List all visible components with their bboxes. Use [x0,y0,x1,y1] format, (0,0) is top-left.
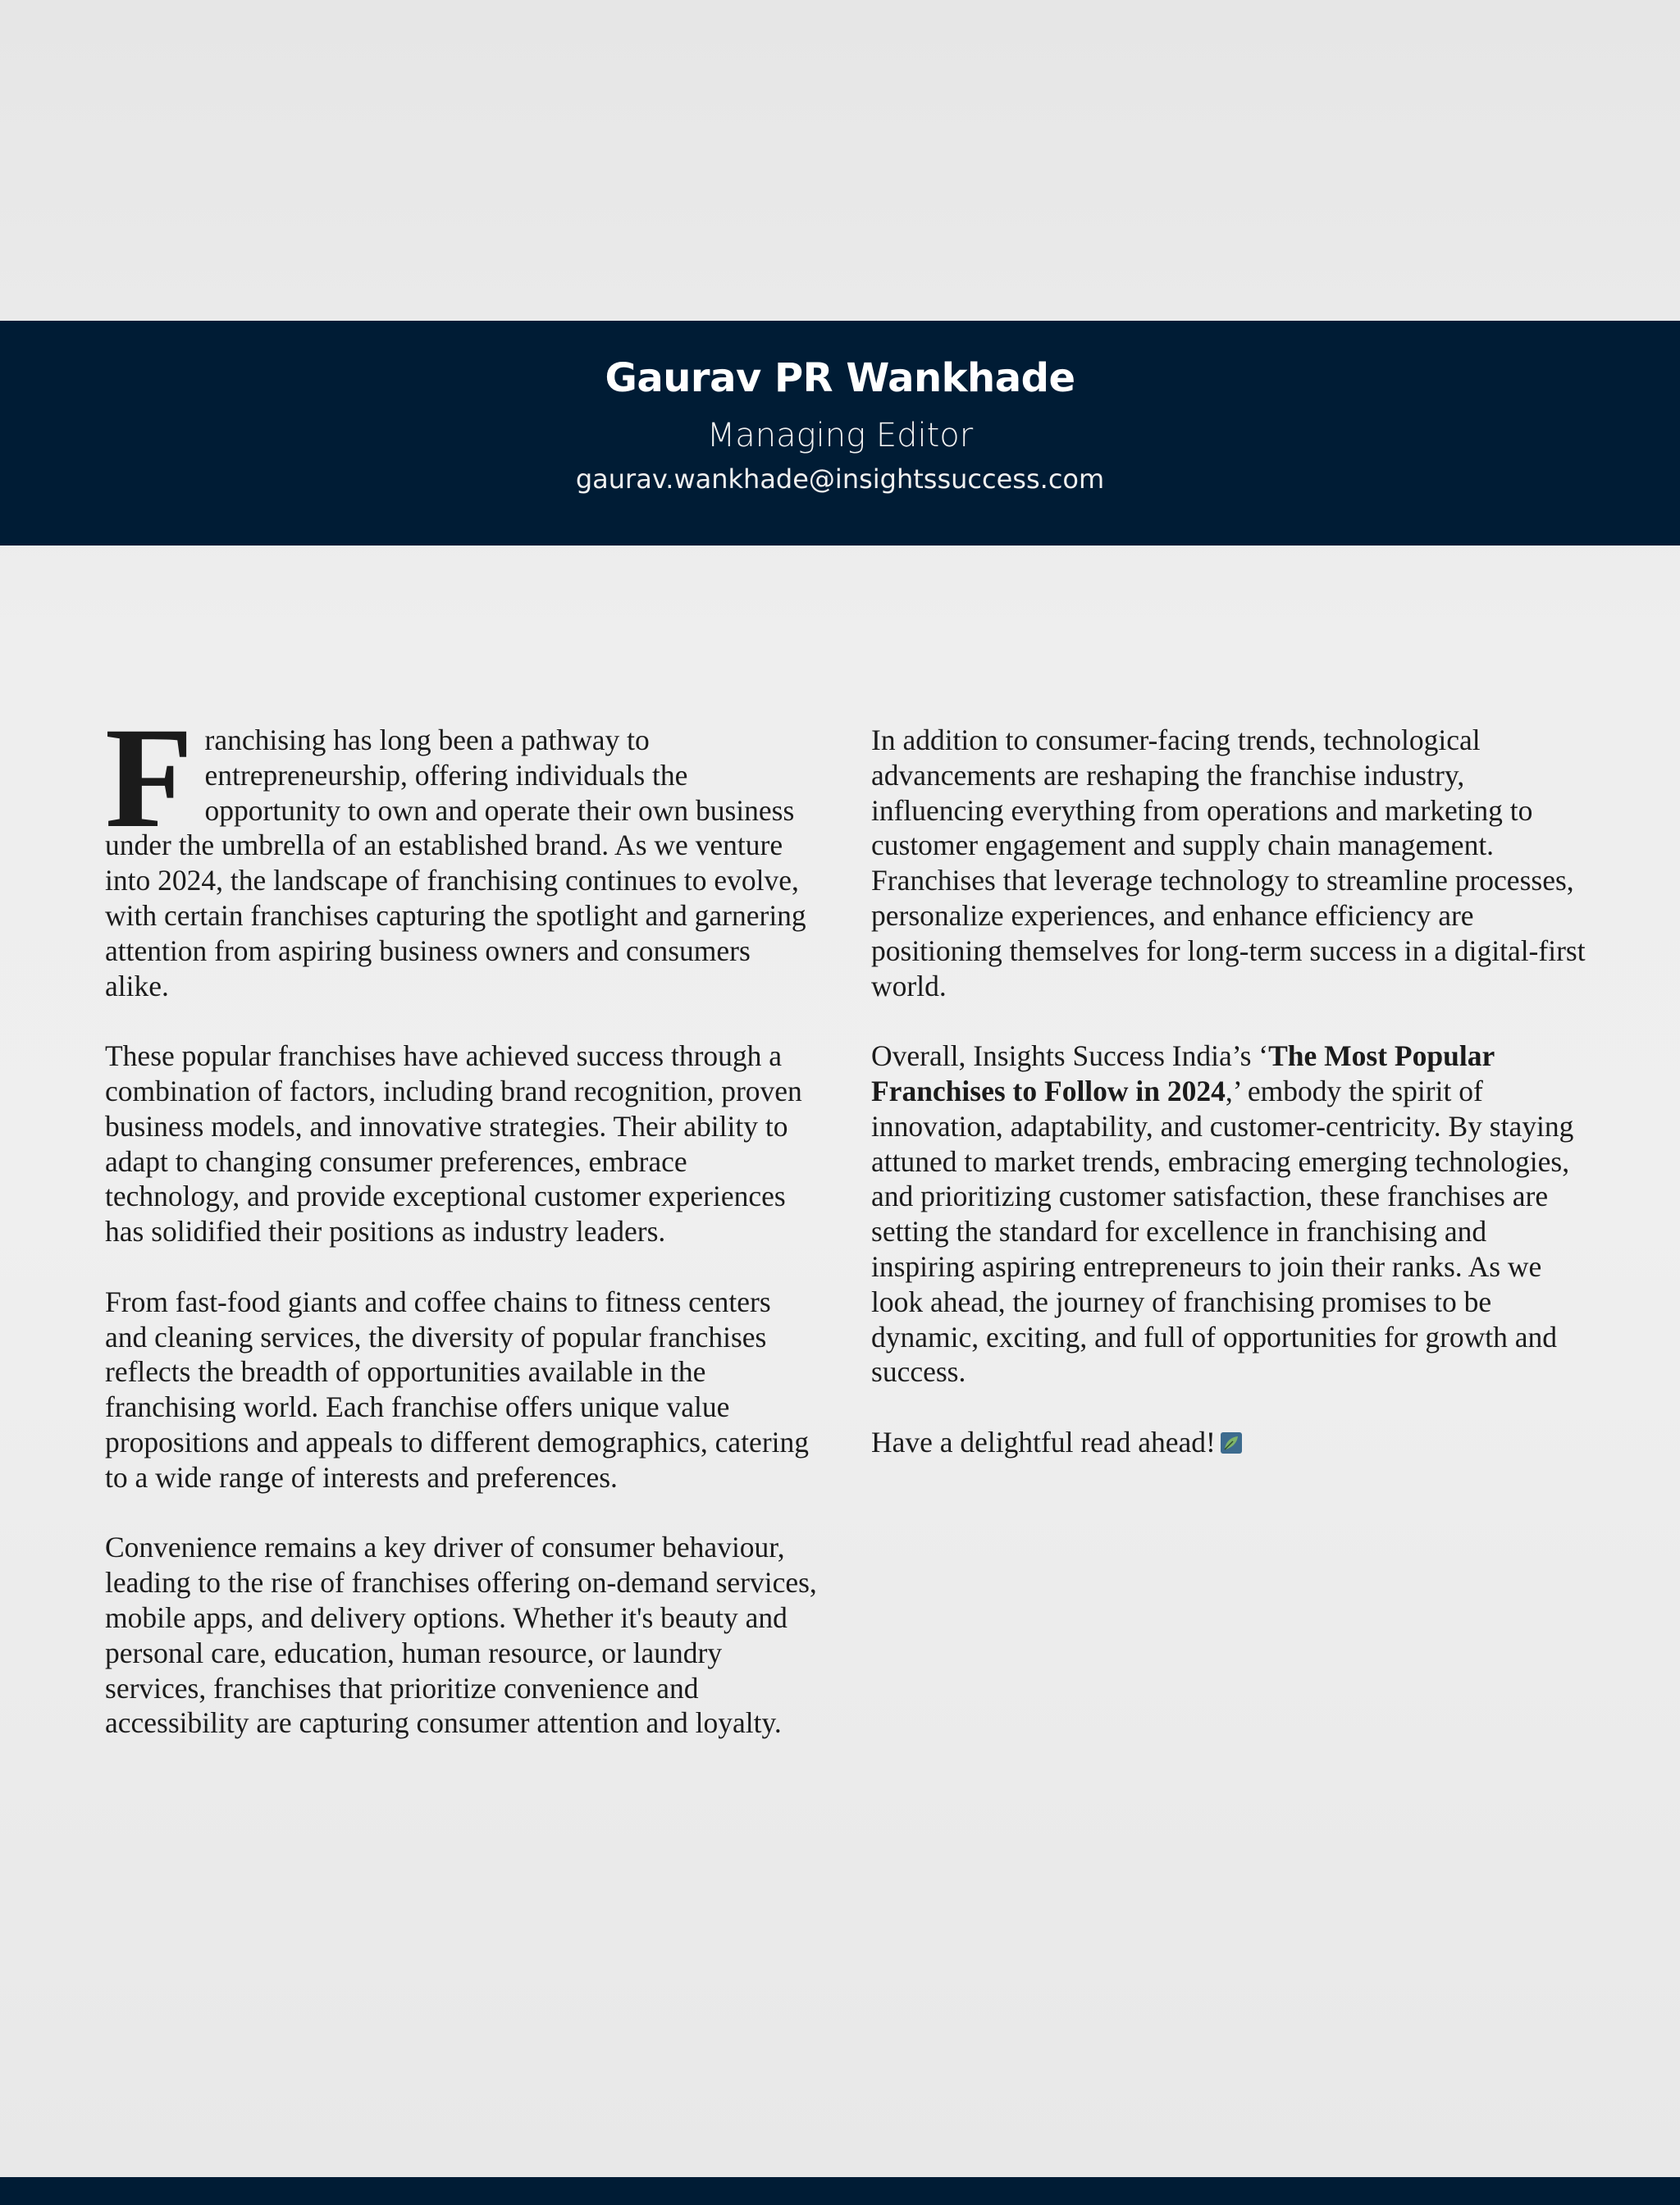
paragraph-1-text: ranchising has long been a pathway to entrepreneurship, offering individuals the opportunity to own and operate their own business under the umbrella of an established brand. As we venture into 2024, the landscape of franchising continues to evolve, with certain franchises capturing the spotlight and garnering attention from aspiring business owners and consumers alike. [105,724,806,1002]
leaf-icon [1221,1427,1242,1448]
article-column-left [105,698,819,1776]
article-paragraph-2: These popular franchises have achieved success through a combination of factors, including brand recognition, proven business models, and innovative strategies. Their ability to adapt to changing consumer preferences, embrace technology, and provide exceptional customer experiences has solidified their positions as industry leaders. [105,1039,802,1249]
article-paragraph-6 [871,1039,1593,1390]
drop-cap: F [105,698,194,858]
article-paragraph-3: From fast-food giants and coffee chains to fitness centers and cleaning services, the diversity of popular franchises reflects the breadth of opportunities available in the franchising world. Each franchise offers unique value propositions and appeals to different demographics, catering to a wide range of interests and preferences. [105,1285,809,1494]
article-column-right [871,723,1593,1495]
article-paragraph-5: In addition to consumer-facing trends, technological advancements are reshaping the franchise industry, influencing everything from operations and marketing to customer engagement and supply chain management. Franchises that leverage technology to streamline processes, personalize experiences, and enhance efficiency are positioning themselves for long-term success in a digital-first world. [871,724,1586,1002]
editor-email: gaurav.wankhade@insightssuccess.com [575,463,1105,495]
article-paragraph-4: Convenience remains a key driver of consumer behaviour, leading to the rise of franchises offering on-demand services, mobile apps, and delivery options. Whether it's beauty and personal care, education, human resource, or laundry services, franchises that prioritize convenience and accessibility are capturing consumer attention and loyalty. [105,1531,817,1740]
paragraph-6-lead: Overall, Insights Success India’s ‘ [871,1039,1269,1073]
footer-band [0,2177,1680,2205]
closing-text: Have a delightful read ahead! [871,1425,1216,1459]
paragraph-6-text: ,’ embody the spirit of innovation, adaptability, and customer-centricity. By staying attuned to market trends, embracing emerging technologies, and prioritizing customer satisfaction, these franchises are setting the standard for excellence in franchising and inspiring aspiring entrepreneurs to join their ranks. As we look ahead, the journey of franchising promises to be dynamic, exciting, and full of opportunities for growth and success. [871,1074,1574,1389]
editor-role: Managing Editor [706,417,974,454]
closing-line [871,1425,1593,1460]
feature-title: The Most Popular Franchises to Follow in 2024 [871,1039,1495,1107]
article-paragraph-1 [105,698,819,1003]
editor-header-band [0,321,1680,546]
editor-name: Gaurav PR Wankhade [605,355,1075,401]
